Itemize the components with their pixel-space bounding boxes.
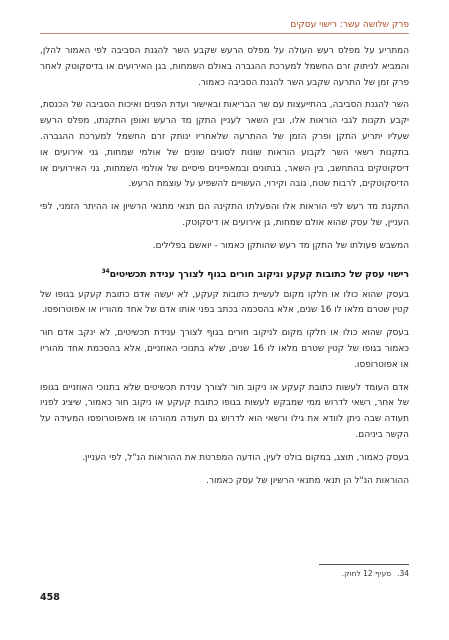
section-title-text: רישוי עסק של כתובות קעקע וניקוב חורים בגוף לצורך ענידת תכשיטים <box>109 268 409 280</box>
section-paragraph: ההוראות הנ"ל הן תנאי מתנאי הרשיון של עסק כאמור. <box>206 475 409 486</box>
section-title <box>40 267 409 282</box>
footnotes <box>40 564 409 579</box>
section-paragraph: אדם העומד לעשות כתובת קעקע או ניקוב חור לצורך ענידת תכשיטים שלא בתנוכי האוזניים בגופו של אחר, רשאי לדרוש ממי שמבקש לעשות בגופו כתובת קעקע או ניקוב חור כאמור, שיציג לפניו תעודה שבה ניתן לוודא את גילו ורשאי הוא לדרוש גם תעודה מהורהו או מאפוטרופסו המעידה על הקשר ביניהם. <box>40 382 409 440</box>
footnote-text: סעיף 12 לחוק. <box>341 569 392 578</box>
page-number: 458 <box>40 592 60 603</box>
footnote-item <box>40 568 409 579</box>
section-paragraph: בעסק שהוא כולו או חלקו מקום לניקוב חורים בגוף לצורך ענידת תכשיטים, לא ינקב אדם חור כאמור בגופו של קטין שטרם מלאו לו 16 שנים, שלא בתנוכי האוזניים, אלא בהסכמת אחד מהוריו או אפוטרופסו. <box>40 328 409 370</box>
body-paragraph: המשבש פעולתו של התקן מד רעש שהותקן כאמור - יואשם בפלילים. <box>152 240 409 251</box>
footnote-reference[interactable]: 34 <box>101 267 110 275</box>
footnote-number: 34. <box>397 569 409 578</box>
page-content <box>40 44 409 496</box>
section-paragraph: בעסק כאמור, תוצג, במקום בולט לעין, הודעה המפרטת את ההוראות הנ"ל, לפי העניין. <box>82 452 409 463</box>
body-paragraph: התקנת מד רעש לפי הוראות אלו והפעלתו התקינה הם תנאי מתנאי הרשיון או ההיתר הזמני, לפי העניין, של עסק שהוא אולם שמחות, גן אירועים או דיסקוטק. <box>40 202 409 228</box>
body-paragraph: המתריע על מפלס רעש העולה על מפלס הרעש שקבע השר להגנת הסביבה לפי האמור להלן, והמביא לניתוק זרם החשמל למערכת ההגברה באולם השמחות, בגן האירועים או בדיסקוטק לאחר פרק זמן של התרעה שקבע השר להגנת הסביבה כאמור. <box>40 46 409 88</box>
footnote-rule <box>319 564 409 565</box>
body-paragraph: השר להגנת הסביבה, בהתייעצות עם שר הבריאות ובאישור ועדת הפנים ואיכות הסביבה של הכנסת, יקבע תקנות לגבי הוראות אלו, ובין השאר לעניין התקן מד הרעש ואופן התקנתו, מפלס הרעש שעליו יתריע התקן ופרק הזמן של ההתרעה שלאחריו ינותק זרם החשמל למערכת ההגברה. בתקנות רשאי השר לקבוע הוראות שונות לסוגים שונים של אולמי שמחות, גני אירועים או דיסקוטקים בהתחשב, בין השאר, בנתונים ובמאפיינים פיסיים של אולמי השמחות, גני האירועים או הדיסקוטקים, לרבות שטח, גובה וקירוי, העשויים להשפיע על עוצמת הרעש. <box>40 100 409 190</box>
running-header: פרק שלושה עשר: רישוי עסקים <box>40 20 409 34</box>
section-paragraph: בעסק שהוא כולו או חלקו מקום לעשיית כתובות קעקע, לא יעשה אדם כתובת קעקע בגופו של קטין שטרם מלאו לו 16 שנים, אלא בהסכמה בכתב בפני אותו אדם של אחד מהוריו או אפוטרופסו. <box>40 289 409 316</box>
